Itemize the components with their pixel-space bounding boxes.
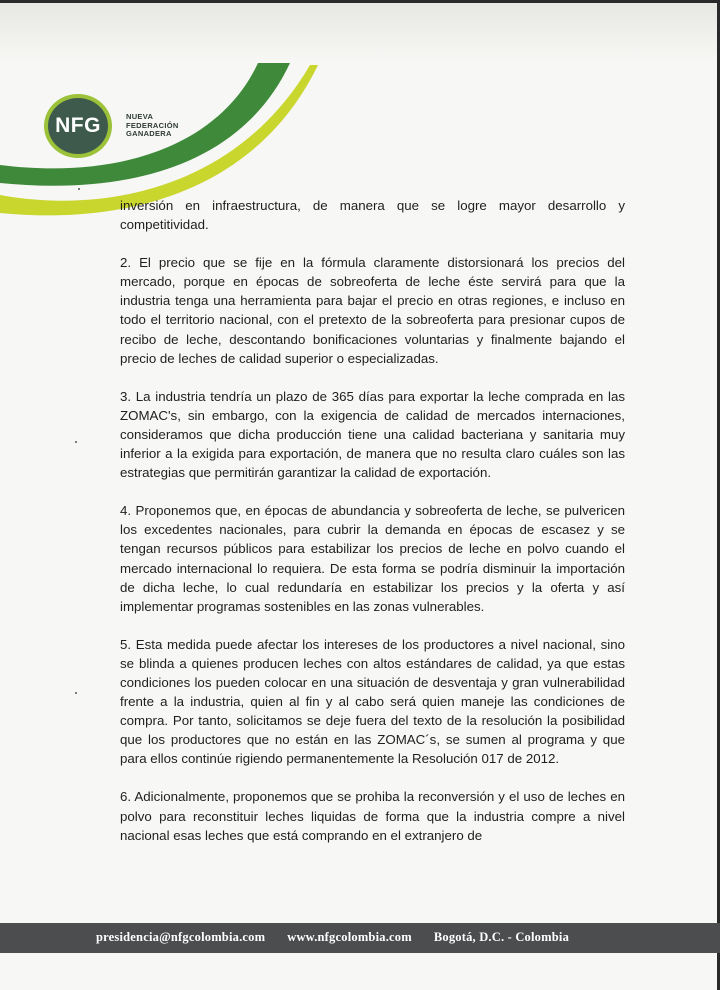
org-name [126, 113, 179, 139]
scan-speck [75, 441, 77, 443]
org-name-line: GANADERA [126, 129, 172, 138]
scan-top-edge [0, 0, 720, 3]
paragraph-3: 3. La industria tendría un plazo de 365 días para exportar la leche comprada en las ZOMAC's, sin embargo, con la exigencia de calidad de mercados internaciones, consideramos que dicha producción tiene una calidad bacteriana y sanitaria muy inferior a la exigida para exportación, de manera que no resulta claro cuáles son las estrategias que permitirán garantizar la calidad de exportación. [120, 388, 625, 481]
letter-body [120, 196, 625, 864]
paragraph-5: 5. Esta medida puede afectar los intereses de los productores a nivel nacional, sino se blinda a quienes producen leches con altos estándares de calidad, ya que estas condiciones los pueden colocar en una situación de desventaja y gran vulnerabilidad frente a la industria, quien al fin y al cabo será quien maneje las condiciones de compra. Por tanto, solicitamos se deje fuera del texto de la resolución la posibilidad que los productores que no están en las ZOMAC´s, se sumen al programa y que para ellos continúe rigiendo permanentemente la Resolución 017 de 2012. [120, 636, 625, 767]
nfg-logo [44, 94, 112, 158]
paragraph-continuation: inversión en infraestructura, de manera que se logre mayor desarrollo y competitividad. [120, 198, 625, 233]
footer-location: Bogotá, D.C. - Colombia [433, 930, 570, 944]
footer-email: presidencia@nfgcolombia.com [96, 930, 266, 944]
paragraph-4: 4. Proponemos que, en épocas de abundancia y sobreoferta de leche, se pulvericen los excedentes nacionales, para cubrir la demanda en épocas de escasez y se tengan recursos públicos para estabilizar los precios de leche en polvo cuando el mercado internacional lo requiera. De esta forma se podría disminuir la importación de dicha leche, lo cual redundaría en estabilizar los precios y la oferta y así implementar programas sostenibles en las zonas vulnerables. [120, 503, 625, 614]
paragraph-2: 2. El precio que se fije en la fórmula claramente distorsionará los precios del mercado, porque en épocas de sobreoferta de leche éste servirá para que la industria tenga una herramienta para bajar el precio en otras regiones, e incluso en todo el territorio nacional, con el pretexto de la sobreoferta para presionar cupos de recibo de leche, descontando bonificaciones voluntarias y finalmente bajando el precio de leches de calidad superior o especializadas. [120, 255, 625, 366]
scan-speck [75, 692, 77, 694]
org-name-line: NUEVA [126, 112, 154, 121]
logo-text: NFG [55, 114, 101, 137]
page-top-shadow [0, 0, 720, 62]
scan-speck [78, 188, 80, 190]
org-name-line: FEDERACIÓN [126, 120, 179, 130]
paragraph-6: 6. Adicionalmente, proponemos que se prohiba la reconversión y el uso de leches en polvo para reconstituir leches liquidas de forma que la industria compre a nivel nacional esas leches que está comprando en el extranjero de [120, 789, 625, 843]
footer-contact [96, 930, 569, 945]
footer-website: www.nfgcolombia.com [287, 930, 412, 944]
